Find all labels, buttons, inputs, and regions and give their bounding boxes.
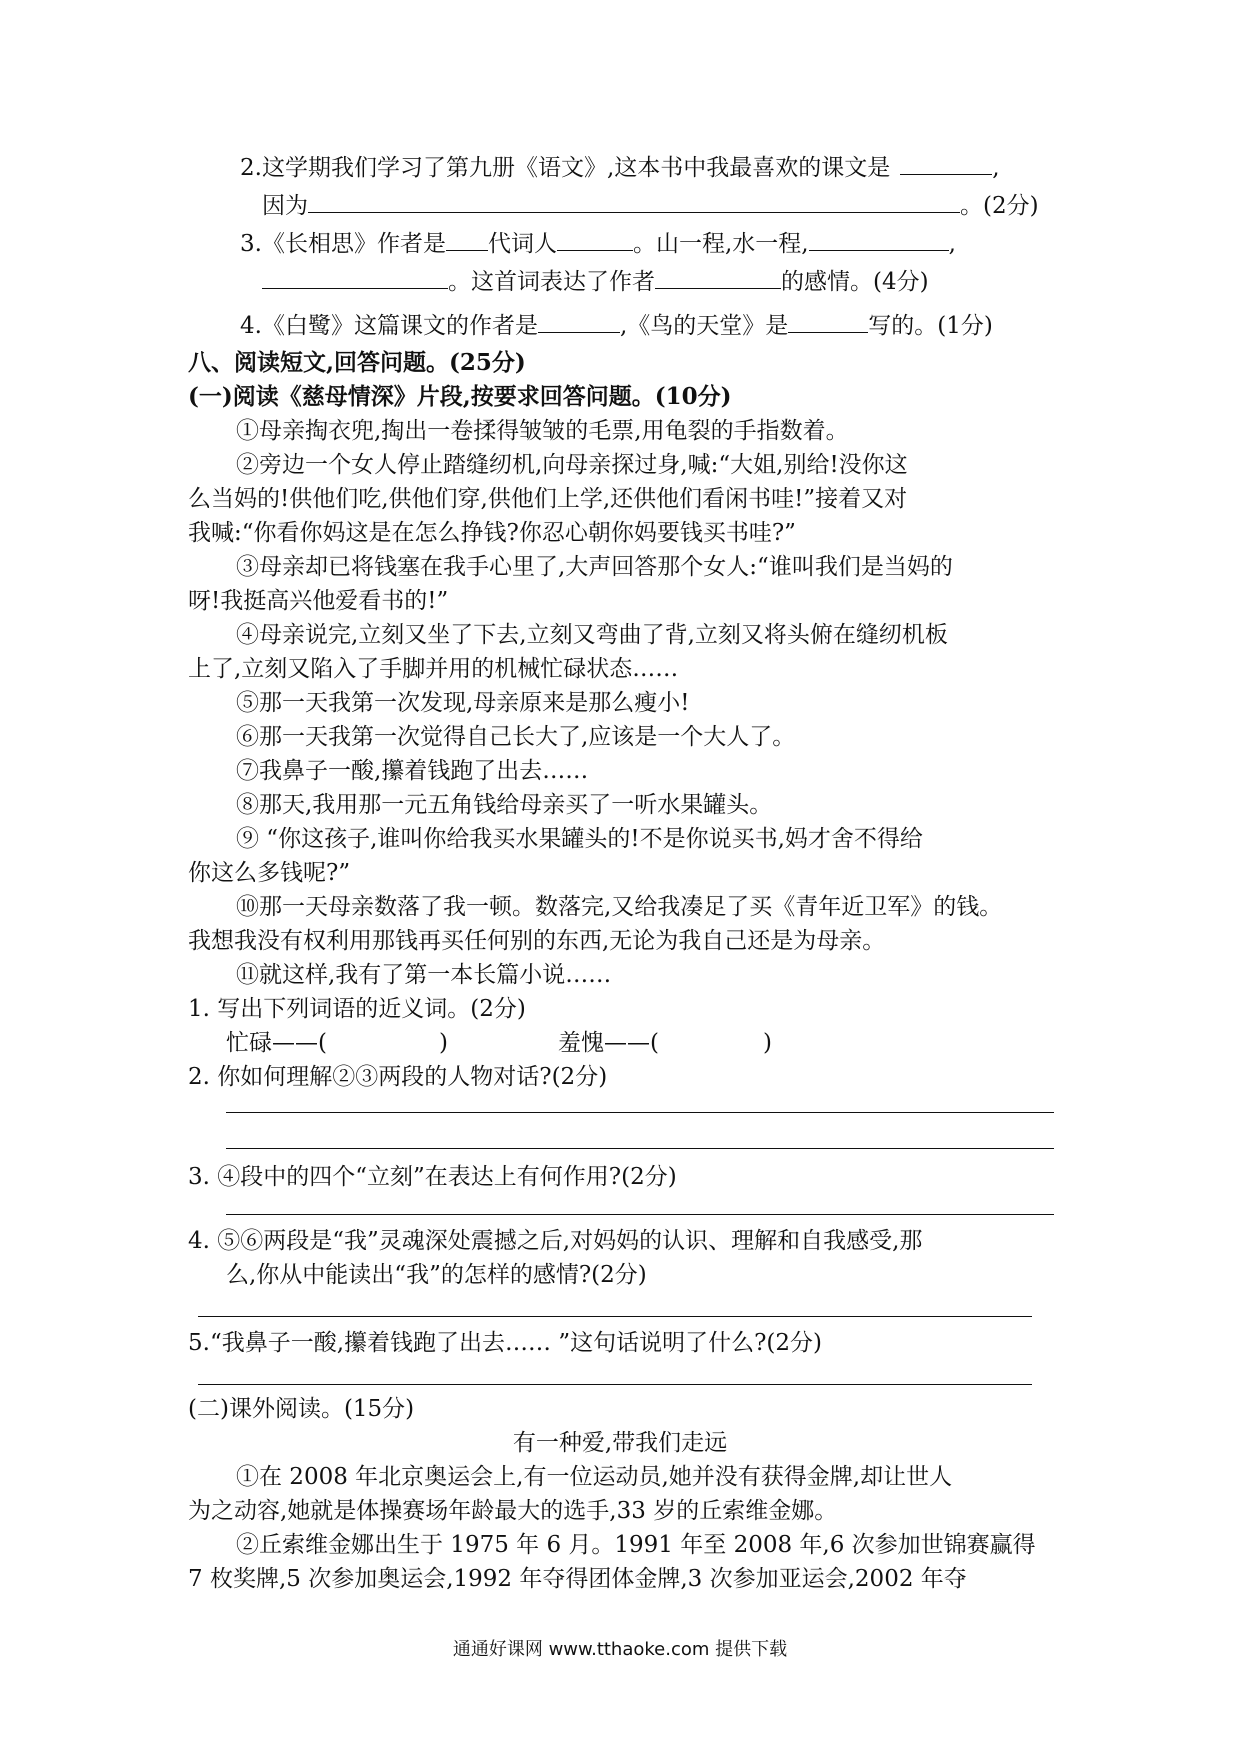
close-paren: ) — [438, 1030, 448, 1056]
answer-line-q2a[interactable] — [226, 1112, 1054, 1113]
part1-heading: (一)阅读《慈母情深》片段,按要求回答问题。(10分) — [188, 383, 732, 410]
q3-blank-line3[interactable] — [809, 226, 949, 251]
passage1-line: ④母亲说完,立刻又坐了下去,立刻又弯曲了背,立刻又将头俯在缝纫机板 — [236, 622, 948, 648]
part1-q4-line2: 么,你从中能读出“我”的怎样的感情?(2分) — [226, 1262, 647, 1288]
q3-blank-line4[interactable] — [262, 264, 448, 289]
passage2-title: 有一种爱,带我们走远 — [512, 1430, 728, 1456]
answer-line-q4[interactable] — [198, 1316, 1032, 1317]
close-paren: ) — [762, 1030, 772, 1056]
q2-line1 — [240, 150, 1000, 185]
part1-q4-line1: 4. ⑤⑥两段是“我”灵魂深处震撼之后,对妈妈的认识、理解和自我感受,那 — [188, 1228, 923, 1254]
passage2-line: 7 枚奖牌,5 次参加奥运会,1992 年夺得团体金牌,3 次参加亚运会,2002 年夺 — [188, 1566, 967, 1592]
synonym-word-ashamed: 羞愧——( — [557, 1030, 659, 1056]
passage1-line: ⑧那天,我用那一元五角钱给母亲买了一听水果罐头。 — [236, 792, 773, 818]
part1-q1-synonyms — [226, 1026, 772, 1060]
q2-score: 。(2分) — [960, 193, 1039, 219]
answer-line-q5[interactable] — [198, 1384, 1032, 1385]
q4-text-a: 4.《白鹭》这篇课文的作者是 — [240, 313, 538, 339]
passage2-line: ①在 2008 年北京奥运会上,有一位运动员,她并没有获得金牌,却让世人 — [236, 1464, 953, 1490]
q3-blank-dynasty[interactable] — [446, 226, 488, 251]
q4-text-b: ,《鸟的天堂》是 — [619, 313, 789, 339]
q4-text-c: 写的。(1分) — [868, 313, 993, 339]
q3-comma: , — [948, 231, 956, 257]
q3-text-a: 3.《长相思》作者是 — [240, 231, 446, 257]
passage1-line: ⑪就这样,我有了第一本长篇小说…… — [236, 962, 612, 988]
passage1-line: ⑩那一天母亲数落了我一顿。数落完,又给我凑足了买《青年近卫军》的钱。 — [236, 894, 1003, 920]
part2-heading: (二)课外阅读。(15分) — [188, 1396, 415, 1422]
part1-q5: 5.“我鼻子一酸,攥着钱跑了出去…… ”这句话说明了什么?(2分) — [188, 1330, 822, 1356]
passage1-line: 我想我没有权利用那钱再买任何别的东西,无论为我自己还是为母亲。 — [188, 928, 886, 954]
answer-line-q3[interactable] — [226, 1214, 1054, 1215]
q2-because: 因为 — [262, 193, 308, 219]
q2-text: 2.这学期我们学习了第九册《语文》,这本书中我最喜欢的课文是 — [240, 155, 891, 181]
synonym-word-busy: 忙碌——( — [226, 1030, 327, 1056]
passage1-line: ⑦我鼻子一酸,攥着钱跑了出去…… — [236, 758, 589, 784]
q4-line — [240, 308, 993, 343]
q3-blank-author[interactable] — [557, 226, 633, 251]
passage1-line: ①母亲掏衣兜,掏出一卷揉得皱皱的毛票,用龟裂的手指数着。 — [236, 418, 849, 444]
q2-comma: , — [992, 155, 1000, 181]
answer-line-q2b[interactable] — [226, 1148, 1054, 1149]
q2-blank-lesson[interactable] — [900, 150, 992, 175]
q3-text-d: 。这首词表达了作者 — [448, 269, 655, 295]
passage1-line: ⑨ “你这孩子,谁叫你给我买水果罐头的!不是你说买书,妈才舍不得给 — [236, 826, 923, 852]
passage2-line: 为之动容,她就是体操赛场年龄最大的选手,33 岁的丘索维金娜。 — [188, 1498, 838, 1524]
section8-heading: 八、阅读短文,回答问题。(25分) — [188, 349, 526, 376]
part1-q1: 1. 写出下列词语的近义词。(2分) — [188, 996, 526, 1022]
passage1-line: 么当妈的!供他们吃,供他们穿,供他们上学,还供他们看闲书哇!”接着又对 — [188, 486, 908, 512]
passage1-line: ③母亲却已将钱塞在我手心里了,大声回答那个女人:“谁叫我们是当妈的 — [236, 554, 953, 580]
q3-text-b: 代词人 — [487, 231, 557, 257]
passage1-line: ⑥那一天我第一次觉得自己长大了,应该是一个大人了。 — [236, 724, 796, 750]
part1-q3: 3. ④段中的四个“立刻”在表达上有何作用?(2分) — [188, 1164, 677, 1190]
q3-blank-feeling[interactable] — [655, 264, 781, 289]
q4-blank-author2[interactable] — [788, 308, 868, 333]
passage1-line: ⑤那一天我第一次发现,母亲原来是那么瘦小! — [236, 690, 690, 716]
passage1-line: 我喊:“你看你妈这是在怎么挣钱?你忍心朝你妈要钱买书哇?” — [188, 520, 796, 546]
passage1-line: ②旁边一个女人停止踏缝纫机,向母亲探过身,喊:“大姐,别给!没你这 — [236, 452, 908, 478]
part1-q2: 2. 你如何理解②③两段的人物对话?(2分) — [188, 1064, 608, 1090]
q2-line2 — [262, 188, 1039, 223]
q2-blank-reason[interactable] — [308, 188, 960, 213]
q3-line1 — [240, 226, 956, 261]
passage2-line: ②丘索维金娜出生于 1975 年 6 月。1991 年至 2008 年,6 次参加世锦赛赢得 — [236, 1532, 1036, 1558]
q3-text-c: 。山一程,水一程, — [632, 231, 809, 257]
passage1-line: 呀!我挺高兴他爱看书的!” — [188, 588, 449, 614]
q4-blank-author1[interactable] — [538, 308, 620, 333]
q3-line2 — [262, 264, 929, 299]
passage1-line: 上了,立刻又陷入了手脚并用的机械忙碌状态…… — [188, 656, 679, 682]
page-footer: 通通好课网 www.tthaoke.com 提供下载 — [452, 1639, 788, 1660]
q3-score: 的感情。(4分) — [781, 269, 929, 295]
passage1-line: 你这么多钱呢?” — [188, 860, 351, 886]
